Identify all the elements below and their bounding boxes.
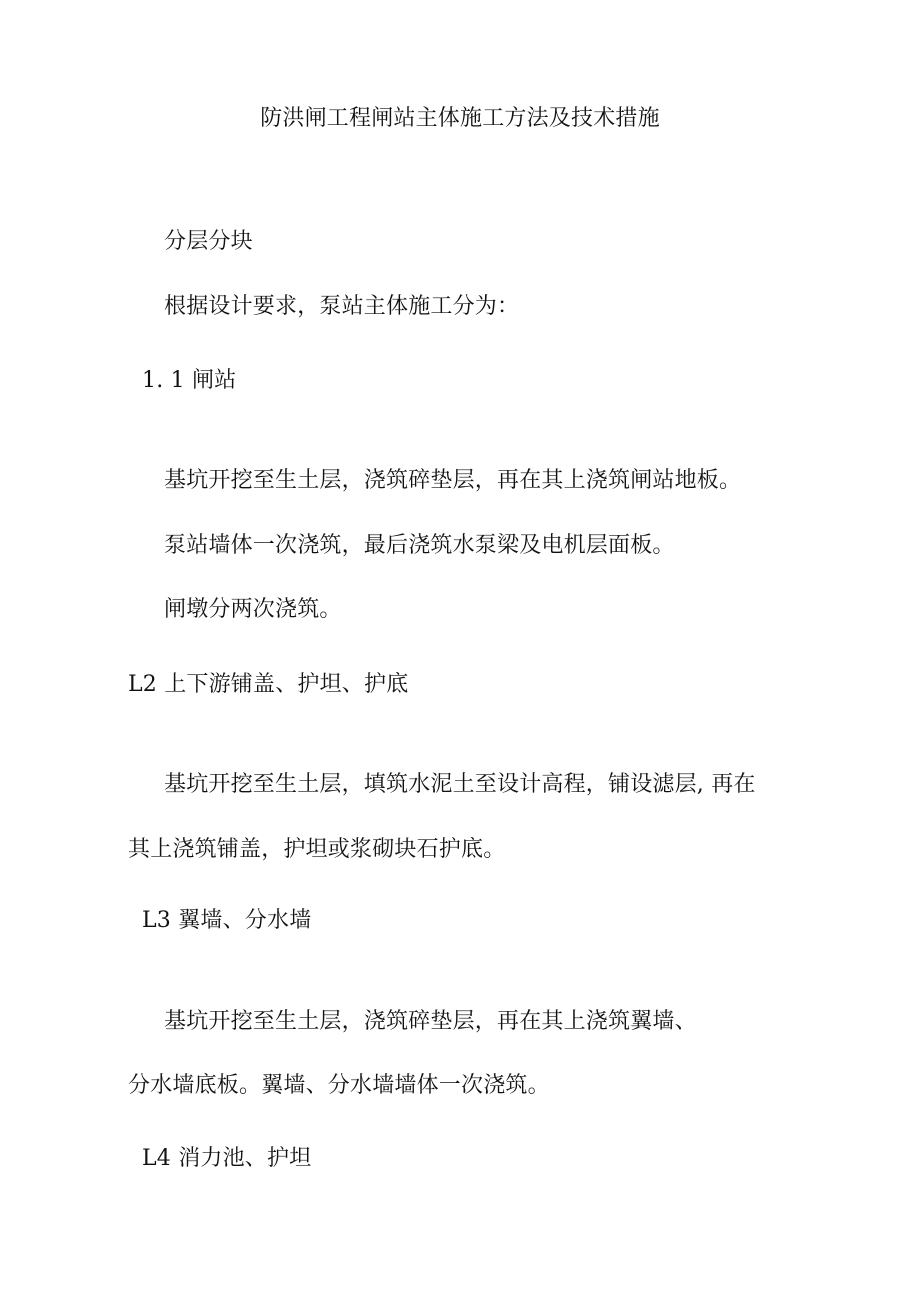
intro-paragraph: 根据设计要求，泵站主体施工分为：	[164, 294, 520, 319]
paragraph-line: 泵站墙体一次浇筑，最后浇筑水泵梁及电机层面板。	[164, 533, 675, 558]
paragraph-line: 基坑开挖至生土层，浇筑碎垫层，再在其上浇筑闸站地板。	[164, 468, 742, 493]
paragraph-line: 基坑开挖至生土层，浇筑碎垫层，再在其上浇筑翼墙、	[164, 1009, 697, 1034]
subsection-heading-1-4: L4 消力池、护坦	[142, 1146, 312, 1171]
section-heading: 分层分块	[164, 229, 253, 254]
subsection-heading-1-1: 1. 1 闸站	[142, 368, 237, 393]
paragraph-line: 其上浇筑铺盖，护坦或浆砌块石护底。	[128, 837, 506, 862]
document-title: 防洪闸工程闸站主体施工方法及技术措施	[260, 106, 660, 131]
paragraph-line: 分水墙底板。翼墙、分水墙墙体一次浇筑。	[128, 1073, 550, 1098]
subsection-heading-1-2: L2 上下游铺盖、护坦、护底	[128, 672, 409, 697]
subsection-heading-1-3: L3 翼墙、分水墙	[142, 908, 312, 933]
paragraph-line: 基坑开挖至生土层，填筑水泥土至设计高程，铺设滤层, 再在	[164, 772, 756, 797]
paragraph-line: 闸墩分两次浇筑。	[164, 597, 342, 622]
